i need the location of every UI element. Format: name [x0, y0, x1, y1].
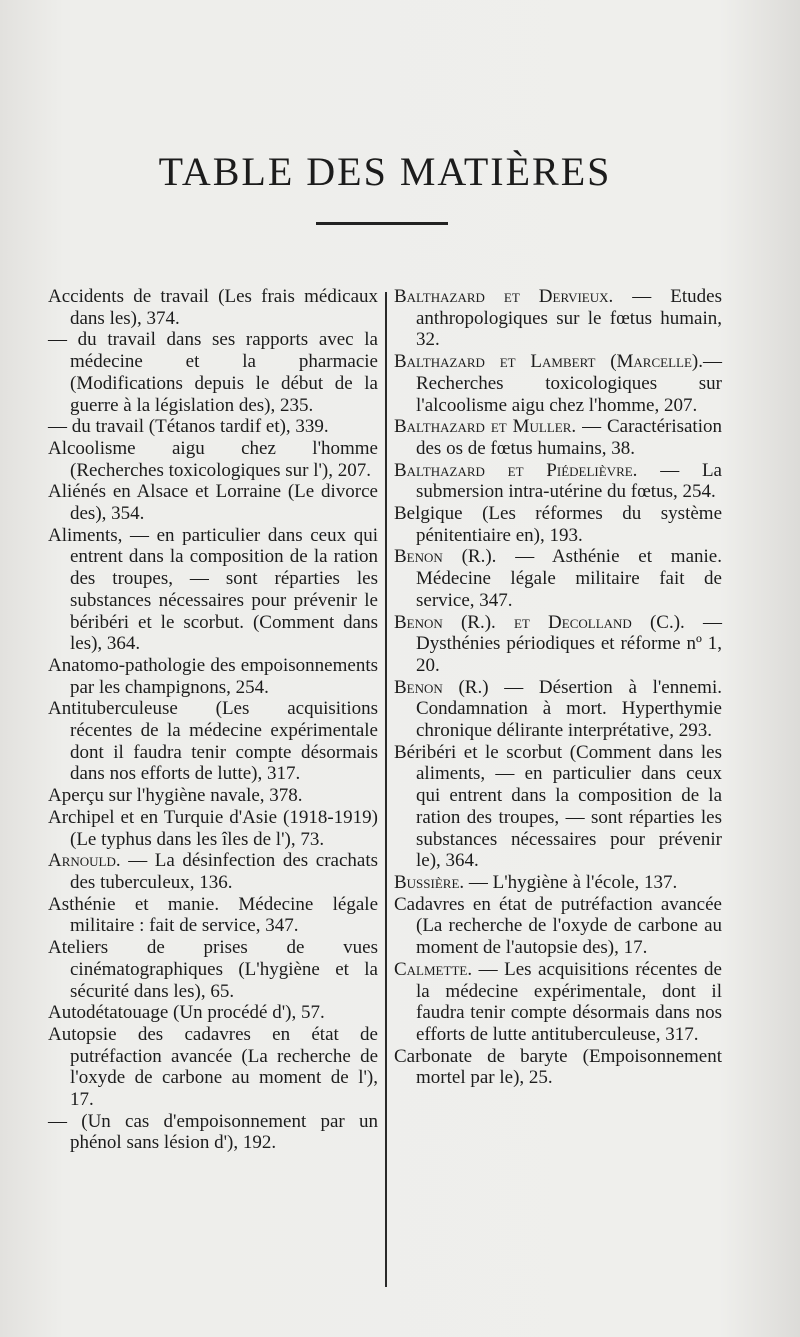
page-title: TABLE DES MATIÈRES [158, 149, 612, 194]
index-entry [394, 677, 722, 742]
entry-author: Bussière. [394, 871, 465, 893]
entry-author: Balthazard et Muller. [394, 416, 577, 438]
entry-text: Archipel et en Turquie d'Asie (1918-1919) (Le typhus dans les îles de l'), 73. [48, 806, 378, 850]
entry-text: Aliments, — en particulier dans ceux qui entrent dans la composition de la ration des troupes, — sont réparties les substances nécessaires pour prévenir le béribéri et le scorbut. (Comment dans les), 364. [48, 524, 378, 655]
index-column-right [394, 286, 722, 1089]
entry-text: — Désertion à l'ennemi. Condamnation à mort. Hyperthymie chronique délirante interprétative, 293. [416, 676, 722, 742]
entry-text: — Caractérisation des os de fœtus humains, 38. [416, 416, 722, 459]
index-entry [48, 1111, 378, 1154]
index-entry [394, 503, 722, 546]
index-entry [48, 438, 378, 481]
entry-text: Béribéri et le scorbut (Comment dans les aliments, — en particulier dans ceux qui entrent dans la composition de la ration des troupes, — sont réparties les substances nécessaires pour prévenir le), 364. [394, 741, 722, 872]
entry-author: Balthazard et Lambert (Marcelle). [394, 351, 703, 373]
entry-text: — L'hygiène à l'école, 137. [464, 871, 678, 893]
entry-text: Belgique (Les réformes du système pénitentiaire en), 193. [394, 503, 722, 546]
entry-text: Alcoolisme aigu chez l'homme (Recherches toxicologiques sur l'), 207. [48, 437, 378, 481]
entry-text: — du travail dans ses rapports avec la médecine et la pharmacie (Modifications depuis le début de la guerre à la législation des), 235. [48, 329, 378, 416]
index-entry [48, 286, 378, 329]
entry-text: Autopsie des cadavres en état de putréfaction avancée (La recherche de l'oxyde de carbone au moment de l'), 17. [48, 1023, 378, 1111]
entry-text: — (Un cas d'empoisonnement par un phénol sans lésion d'), 192. [48, 1110, 378, 1154]
entry-text: — Dysthénies périodiques et réforme nº 1, 20. [416, 611, 722, 676]
index-entry [48, 1024, 378, 1111]
entry-text: — Asthénie et manie. Médecine légale militaire fait de service, 347. [416, 546, 722, 611]
index-entry [394, 894, 722, 959]
entry-text: Accidents de travail (Les frais médicaux dans les), 374. [48, 286, 378, 329]
entry-author: Benon (R.). [394, 546, 497, 568]
entry-text: — Recherches toxicologiques sur l'alcoolisme aigu chez l'homme, 207. [416, 351, 722, 416]
index-entry [394, 1046, 722, 1089]
index-column-left [48, 286, 378, 1154]
index-entry [48, 937, 378, 1002]
entry-text: — Les acquisitions récentes de la médecine expérimentale, dont il faudra tenir compte désormais dans nos efforts de lutte antituberculeuse, 317. [416, 958, 722, 1045]
index-entry [48, 894, 378, 937]
index-entry [48, 698, 378, 785]
index-entry [48, 525, 378, 655]
entry-text: Ateliers de prises de vues cinématographiques (L'hygiène et la sécurité dans les), 65. [48, 937, 378, 1002]
entry-text: — du travail (Tétanos tardif et), 339. [48, 416, 329, 438]
entry-text: Asthénie et manie. Médecine légale militaire : fait de service, 347. [48, 893, 378, 937]
index-entry [394, 351, 722, 416]
entry-text: Carbonate de baryte (Empoisonnement mortel par le), 25. [394, 1045, 722, 1089]
index-entry [48, 785, 378, 807]
index-entry [48, 416, 378, 438]
entry-author: Calmette. [394, 958, 473, 980]
entry-author: Benon (R.). et Decolland (C.). [394, 611, 685, 633]
index-entry [48, 850, 378, 893]
index-entry [394, 546, 722, 611]
index-entry [48, 1002, 378, 1024]
entry-author: Balthazard et Dervieux. [394, 286, 614, 307]
entry-text: — La désinfection des crachats des tuberculeux, 136. [70, 850, 378, 893]
index-entry [394, 742, 722, 872]
index-entry [394, 460, 722, 503]
entry-author: Arnould. [48, 850, 121, 872]
index-entry [394, 872, 722, 894]
index-entry [48, 807, 378, 850]
column-divider [385, 292, 387, 1287]
index-entry [394, 612, 722, 677]
entry-text: Anatomo-pathologie des empoisonnements par les champignons, 254. [48, 654, 378, 698]
index-entry [48, 329, 378, 416]
entry-text: Cadavres en état de putréfaction avancée (La recherche de l'oxyde de carbone au moment de l'autopsie des), 17. [394, 893, 722, 959]
entry-author: Balthazard et Piédelièvre. [394, 459, 638, 481]
entry-text: Antituberculeuse (Les acquisitions récentes de la médecine expérimentale dont il faudra tenir compte désormais dans nos efforts de lutte), 317. [48, 698, 378, 785]
entry-text: Autodétatouage (Un procédé d'), 57. [48, 1002, 325, 1024]
entry-text: Aperçu sur l'hygiène navale, 378. [48, 785, 303, 807]
entry-author: Benon (R.) [394, 676, 489, 698]
index-entry [48, 655, 378, 698]
index-entry [394, 959, 722, 1046]
index-entry [48, 481, 378, 524]
title-rule [316, 222, 448, 225]
entry-text: — La submersion intra-utérine du fœtus, 254. [416, 459, 722, 503]
entry-text: — Etudes anthropologiques sur le fœtus humain, 32. [416, 286, 722, 351]
index-entry [394, 416, 722, 459]
index-entry [394, 286, 722, 351]
entry-text: Aliénés en Alsace et Lorraine (Le divorce des), 354. [48, 481, 378, 525]
